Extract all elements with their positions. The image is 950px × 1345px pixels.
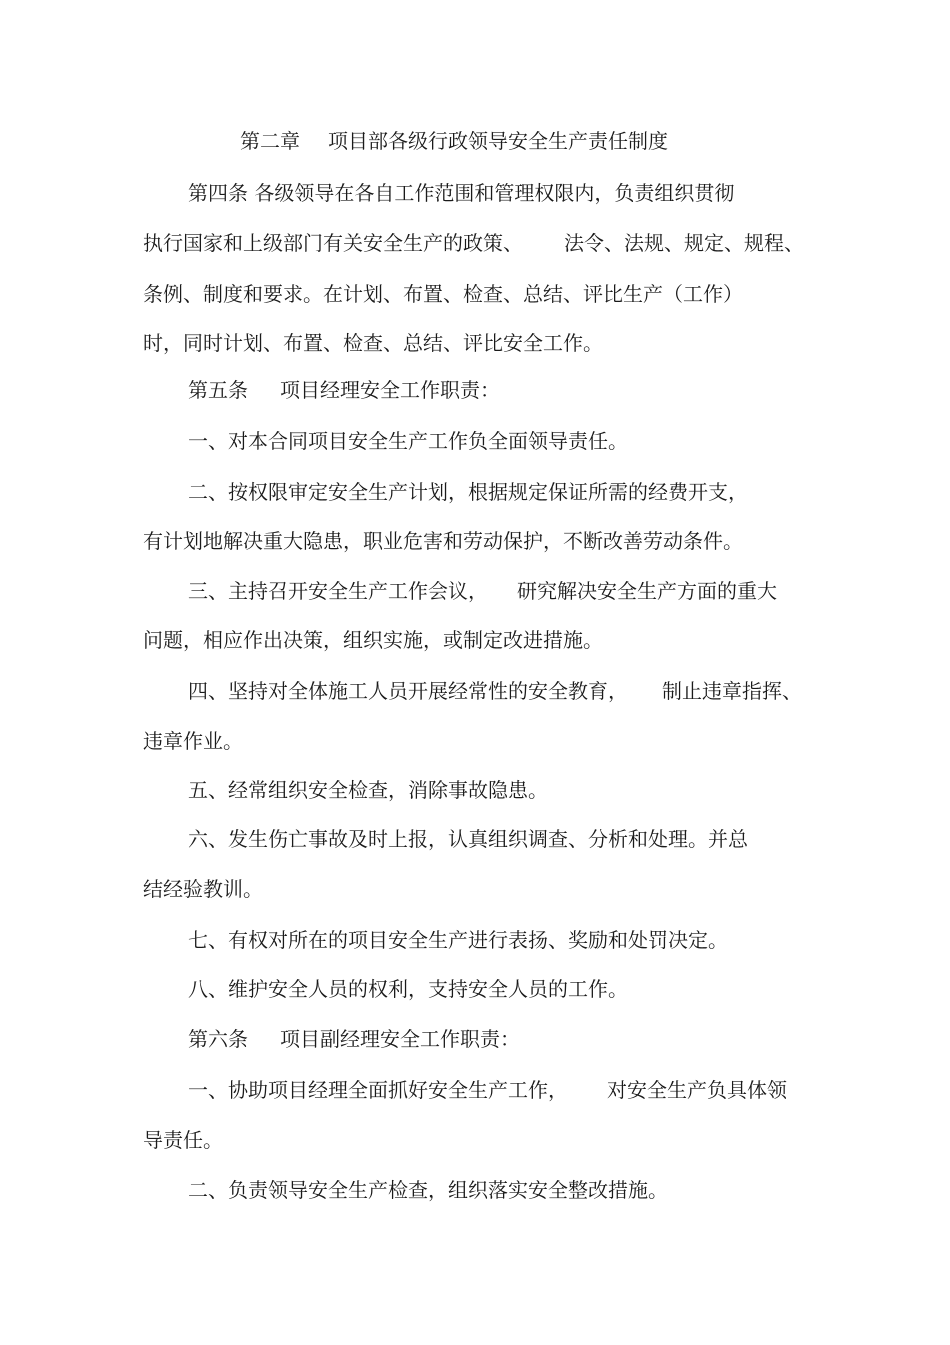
text-run: 一、协助项目经理全面抓好安全生产工作， xyxy=(188,1078,568,1102)
text-run: 二、负责领导安全生产检查，组织落实安全整改措施。 xyxy=(188,1178,668,1202)
text-run: 四、坚持对全体施工人员开展经常性的安全教育， xyxy=(188,679,628,703)
text-run: 违章作业。 xyxy=(143,729,243,753)
article-6-heading xyxy=(188,1027,520,1051)
article-6-item-1-line-2 xyxy=(143,1128,223,1152)
chapter-number: 第二章 xyxy=(240,129,300,153)
article-5-item-1 xyxy=(188,429,628,453)
text-run: 二、按权限审定安全生产计划，根据规定保证所需的经费开支， xyxy=(188,480,748,504)
text-run: 导责任。 xyxy=(143,1128,223,1152)
article-6-item-1-line-1 xyxy=(188,1078,787,1102)
text-run: 研究解决安全生产方面的重大 xyxy=(517,579,777,603)
text-run: 结经验教训。 xyxy=(143,877,263,901)
article-4-line-1 xyxy=(188,181,734,205)
text-run: 第四条 各级领导在各自工作范围和管理权限内，负责组织贯彻 xyxy=(188,181,735,205)
text-run: 有计划地解决重大隐患，职业危害和劳动保护，不断改善劳动条件。 xyxy=(143,529,743,553)
article-5-item-4-line-2 xyxy=(143,729,243,753)
text-run: 三、主持召开安全生产工作会议， xyxy=(188,579,488,603)
article-6-item-2 xyxy=(188,1178,668,1202)
text-run: 五、经常组织安全检查，消除事故隐患。 xyxy=(188,778,548,802)
article-5-item-6-line-1 xyxy=(188,827,748,851)
article-4-line-3 xyxy=(143,282,743,306)
article-4-line-2 xyxy=(143,231,804,255)
text-run: 对安全生产负具体领 xyxy=(607,1078,787,1102)
text-run: 问题，相应作出决策，组织实施，或制定改进措施。 xyxy=(143,628,603,652)
article-5-item-3-line-2 xyxy=(143,628,603,652)
text-run: 法令、法规、规定、规程、 xyxy=(564,231,804,255)
article-label: 第五条 xyxy=(188,378,248,402)
text-run: 执行国家和上级部门有关安全生产的政策、 xyxy=(143,231,523,255)
article-5-item-2-line-2 xyxy=(143,529,743,553)
text-run: 六、发生伤亡事故及时上报，认真组织调查、分析和处理。并总 xyxy=(188,827,748,851)
article-subject: 项目经理安全工作职责： xyxy=(280,378,500,402)
text-run: 一、对本合同项目安全生产工作负全面领导责任。 xyxy=(188,429,628,453)
text-run: 条例、制度和要求。在计划、布置、检查、总结、评比生产（工作） xyxy=(143,282,743,306)
text-run: 时，同时计划、布置、检查、总结、评比安全工作。 xyxy=(143,331,603,355)
chapter-heading: 项目部各级行政领导安全生产责任制度 xyxy=(328,129,668,153)
article-5-item-7 xyxy=(188,928,728,952)
article-5-heading xyxy=(188,378,500,402)
article-5-item-6-line-2 xyxy=(143,877,263,901)
article-5-item-2-line-1 xyxy=(188,480,748,504)
text-run: 八、维护安全人员的权利，支持安全人员的工作。 xyxy=(188,977,628,1001)
article-5-item-5 xyxy=(188,778,548,802)
article-5-item-8 xyxy=(188,977,628,1001)
article-5-item-3-line-1 xyxy=(188,579,777,603)
chapter-title xyxy=(240,129,668,153)
article-4-line-4 xyxy=(143,331,603,355)
article-label: 第六条 xyxy=(188,1027,248,1051)
article-subject: 项目副经理安全工作职责： xyxy=(280,1027,520,1051)
text-run: 制止违章指挥、 xyxy=(662,679,802,703)
text-run: 七、有权对所在的项目安全生产进行表扬、奖励和处罚决定。 xyxy=(188,928,728,952)
article-5-item-4-line-1 xyxy=(188,679,802,703)
